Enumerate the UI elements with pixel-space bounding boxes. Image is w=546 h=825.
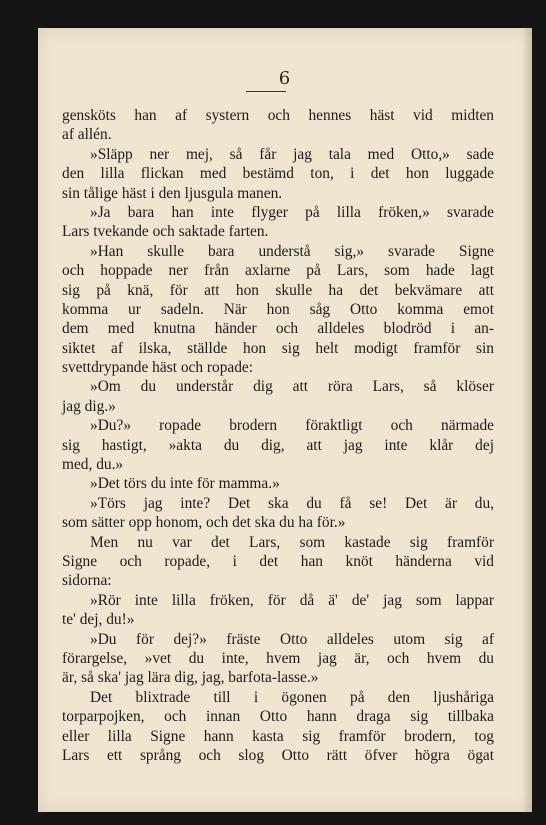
text-line: »Om du understår dig att röra Lars, så klöser <box>90 378 494 396</box>
text-line: svettdrypande häst och ropade: <box>62 359 254 377</box>
text-line: »Du?» ropade brodern föraktligt och närmade <box>90 417 494 435</box>
text-line: af allén. <box>62 126 112 144</box>
text-line: den lilla flickan med bestämd ton, i det hon luggade <box>62 165 494 183</box>
text-line: sig hastigt, »akta du dig, att jag inte klår dej <box>62 436 494 454</box>
body-text <box>62 106 494 765</box>
text-line: torparpojken, och innan Otto hann draga sig tillbaka <box>62 708 494 726</box>
text-line: Men nu var det Lars, som kastade sig framför <box>90 533 494 551</box>
page-number: 6 <box>278 68 292 89</box>
text-line: Det blixtrade till i ögonen på den ljushåriga <box>90 688 494 706</box>
text-line: »Ja bara han inte flyger på lilla fröken,» svarade <box>90 203 494 221</box>
text-line: Lars tvekande och saktade farten. <box>62 223 269 241</box>
text-line: »Släpp ner mej, så får jag tala med Otto,» sade <box>90 145 494 163</box>
text-line: sidorna: <box>62 572 112 590</box>
text-line: förargelse, »vet du inte, hvem jag är, och hvem du <box>62 649 494 667</box>
text-line: siktet af ilska, ställde hon sig helt modigt framför sin <box>62 339 494 357</box>
text-line: gensköts han af systern och hennes häst vid midten <box>62 107 494 124</box>
text-line: som sätter opp honom, och det ska du ha för.» <box>62 514 346 532</box>
text-line: med, du.» <box>62 456 124 474</box>
text-line: sin tålige häst i den ljusgula manen. <box>62 184 283 202</box>
text-line: är, så ska' jag lära dig, jag, barfota-lasse.» <box>62 669 319 687</box>
page-number-underline <box>246 91 286 92</box>
text-line: komma ur sadeln. När hon såg Otto komma emot <box>62 300 494 318</box>
page-edge-shadow <box>522 28 532 812</box>
text-line: och hoppade ner från axlarne på Lars, som hade lagt <box>62 262 494 280</box>
text-line: Signe och ropade, i det han knöt händerna vid <box>62 552 494 570</box>
text-line: jag dig.» <box>62 397 116 415</box>
text-line: eller lilla Signe hann kasta sig framför brodern, tog <box>62 727 494 745</box>
text-line: dem med knutna händer och alldeles blodröd i an- <box>62 320 494 338</box>
text-line: Lars ett språng och slog Otto rätt öfver högra ögat <box>62 746 494 764</box>
text-line: te' dej, du!» <box>62 611 135 629</box>
text-line: »Det törs du inte för mamma.» <box>90 475 280 493</box>
book-page <box>38 28 532 812</box>
text-line: »Du för dej?» fräste Otto alldeles utom sig af <box>90 630 494 648</box>
text-line: »Törs jag inte? Det ska du få se! Det är du, <box>90 494 494 512</box>
text-line: sig på knä, för att hon skulle ha det bekvämare att <box>62 281 494 299</box>
text-line: »Rör inte lilla fröken, för då ä' de' jag som lappar <box>90 591 494 609</box>
text-line: »Han skulle bara understå sig,» svarade Signe <box>90 242 494 260</box>
